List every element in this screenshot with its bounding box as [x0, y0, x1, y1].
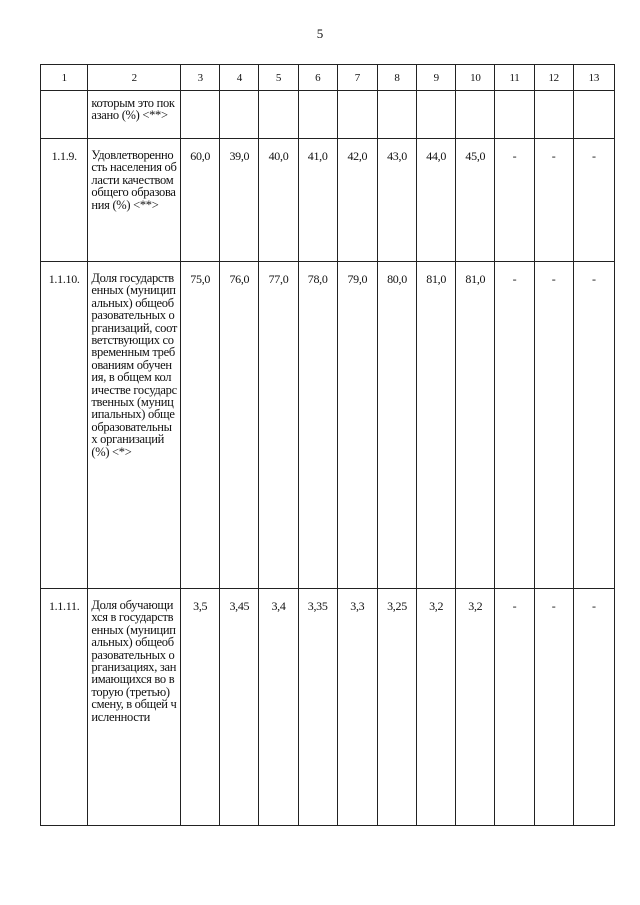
- row-value: -: [573, 589, 614, 826]
- row-value: 60,0: [181, 139, 220, 262]
- table-row: [41, 91, 615, 139]
- row-value: -: [495, 262, 534, 589]
- col-header: 6: [298, 65, 337, 91]
- row-value: 45,0: [456, 139, 495, 262]
- page-number: 5: [316, 26, 324, 41]
- col-header: 11: [495, 65, 534, 91]
- table-header-row: [41, 65, 615, 91]
- row-value: [534, 91, 573, 139]
- row-code: 1.1.11.: [41, 589, 88, 826]
- col-header: 2: [88, 65, 181, 91]
- row-code: [41, 91, 88, 139]
- row-value: [495, 91, 534, 139]
- row-value: 3,2: [417, 589, 456, 826]
- col-header: 4: [220, 65, 259, 91]
- row-value: [298, 91, 337, 139]
- row-value: [337, 91, 377, 139]
- row-value: 3,25: [377, 589, 416, 826]
- row-value: [220, 91, 259, 139]
- row-value: 41,0: [298, 139, 337, 262]
- row-value: 3,35: [298, 589, 337, 826]
- row-value: -: [534, 262, 573, 589]
- row-code: 1.1.10.: [41, 262, 88, 589]
- row-value: [456, 91, 495, 139]
- table-row: [41, 139, 615, 262]
- row-value: [377, 91, 416, 139]
- row-value: 79,0: [337, 262, 377, 589]
- row-value: 3,45: [220, 589, 259, 826]
- col-header: 13: [573, 65, 614, 91]
- row-value: 3,2: [456, 589, 495, 826]
- row-value: 76,0: [220, 262, 259, 589]
- table-row: [41, 262, 615, 589]
- row-value: -: [534, 589, 573, 826]
- row-value: 78,0: [298, 262, 337, 589]
- row-value: 43,0: [377, 139, 416, 262]
- col-header: 12: [534, 65, 573, 91]
- col-header: 7: [337, 65, 377, 91]
- row-value: 3,3: [337, 589, 377, 826]
- row-value: 81,0: [456, 262, 495, 589]
- col-header: 10: [456, 65, 495, 91]
- row-description: которым это показано (%) <**>: [88, 91, 181, 139]
- row-value: -: [495, 589, 534, 826]
- row-value: 80,0: [377, 262, 416, 589]
- row-value: -: [573, 262, 614, 589]
- row-value: 3,5: [181, 589, 220, 826]
- row-value: 81,0: [417, 262, 456, 589]
- row-value: 75,0: [181, 262, 220, 589]
- col-header: 5: [259, 65, 298, 91]
- row-description: Доля государственных (муниципальных) общеобразовательных организаций, соответствующих современным требованиям обучения, в общем количестве государственных (муниципальных) общеобразовательных организаций (%) <*>: [88, 262, 181, 589]
- row-value: [573, 91, 614, 139]
- row-value: [181, 91, 220, 139]
- col-header: 3: [181, 65, 220, 91]
- row-value: 44,0: [417, 139, 456, 262]
- row-value: -: [534, 139, 573, 262]
- row-value: [259, 91, 298, 139]
- col-header: 8: [377, 65, 416, 91]
- table-row: [41, 589, 615, 826]
- row-value: -: [573, 139, 614, 262]
- row-description: Удовлетворенность населения области качеством общего образования (%) <**>: [88, 139, 181, 262]
- row-value: 77,0: [259, 262, 298, 589]
- row-value: 40,0: [259, 139, 298, 262]
- col-header: 9: [417, 65, 456, 91]
- row-value: 39,0: [220, 139, 259, 262]
- row-description: Доля обучающихся в государственных (муниципальных) общеобразовательных организациях, занимающихся во вторую (третью) смену, в общей численности: [88, 589, 181, 826]
- row-value: [417, 91, 456, 139]
- row-value: 3,4: [259, 589, 298, 826]
- row-value: 42,0: [337, 139, 377, 262]
- row-code: 1.1.9.: [41, 139, 88, 262]
- col-header: 1: [41, 65, 88, 91]
- indicators-table: [40, 64, 615, 826]
- row-value: -: [495, 139, 534, 262]
